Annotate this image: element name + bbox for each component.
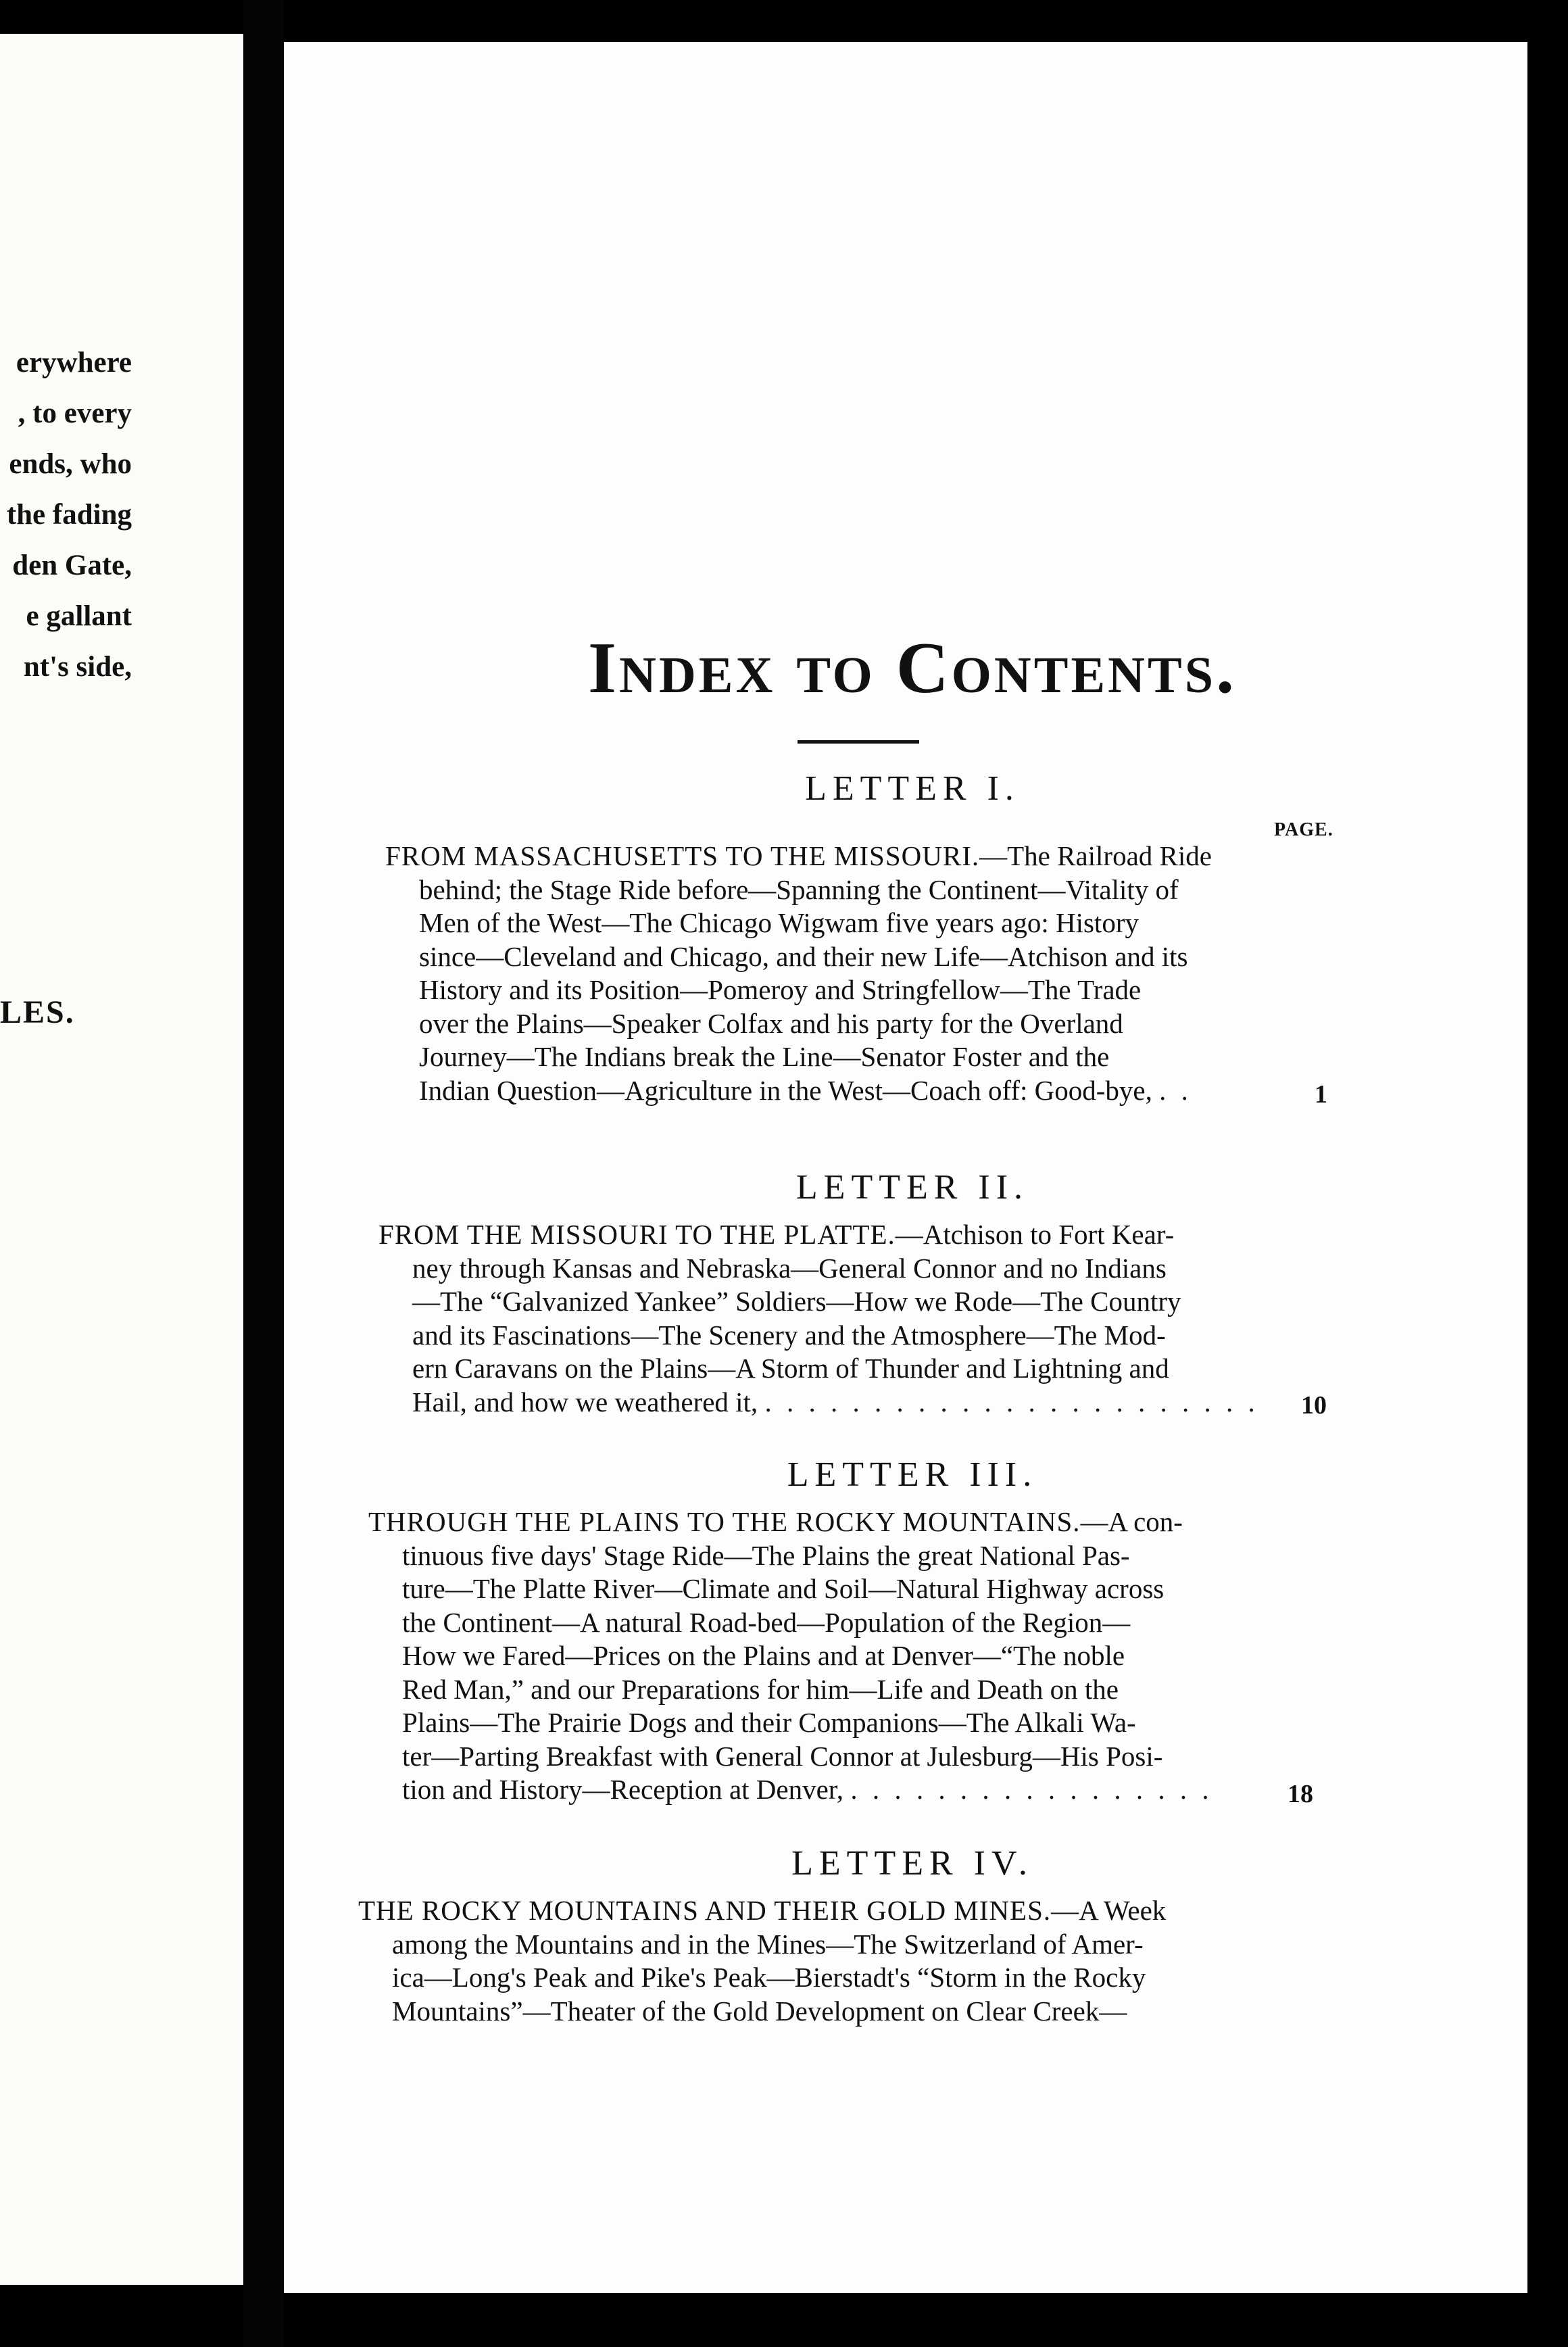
entry-line: Journey—The Indians break the Line—Senator Foster and the (419, 1041, 1110, 1072)
entry-line: Red Man,” and our Preparations for him—Life and Death on the (402, 1673, 1119, 1705)
entry-line: the Continent—A natural Road-bed—Population of the Region— (402, 1606, 1131, 1638)
entry-heading: FROM MASSACHUSETTS TO THE MISSOURI. (385, 840, 980, 871)
letter-heading: LETTER IV. (791, 1844, 1033, 1883)
entry-line: —A Week (1051, 1895, 1167, 1926)
page-number: 10 (1301, 1391, 1327, 1420)
entry-line: ney through Kansas and Nebraska—General Connor and no Indians (412, 1252, 1167, 1284)
contents-entry (385, 840, 1212, 1107)
left-text-fragment: e gallant (26, 600, 132, 632)
book-gutter (243, 0, 284, 2347)
letter-heading: LETTER III. (787, 1455, 1038, 1494)
entry-line: among the Mountains and in the Mines—The Switzerland of Amer- (392, 1928, 1144, 1960)
contents-entry (378, 1218, 1259, 1419)
left-text-fragment: den Gate, (12, 550, 132, 581)
entry-line: and its Fascinations—The Scenery and the Atmosphere—The Mod- (412, 1319, 1166, 1351)
dot-leader: . . . . . . . . . . . . . . . . . . . . . . . (764, 1386, 1259, 1418)
entry-heading: FROM THE MISSOURI TO THE PLATTE. (378, 1219, 896, 1250)
entry-line: ture—The Platte River—Climate and Soil—Natural Highway across (402, 1573, 1165, 1604)
left-text-fragment: , to every (18, 397, 132, 429)
page-number: 1 (1315, 1080, 1327, 1109)
left-heading-fragment: LES. (0, 994, 75, 1030)
left-text-fragment: the fading (6, 499, 132, 531)
contents-page (284, 42, 1527, 2293)
contents-entry (358, 1894, 1166, 2028)
entry-line: ern Caravans on the Plains—A Storm of Thunder and Lightning and (412, 1353, 1169, 1384)
page-number: 18 (1288, 1780, 1313, 1808)
letter-heading: LETTER I. (805, 769, 1020, 808)
entry-heading: THROUGH THE PLAINS TO THE ROCKY MOUNTAINS. (368, 1506, 1081, 1537)
entry-line: History and its Position—Pomeroy and Stringfellow—The Trade (419, 974, 1142, 1005)
letter-heading: LETTER II. (795, 1168, 1029, 1207)
entry-line: —Atchison to Fort Kear- (895, 1219, 1175, 1250)
entry-line: —The “Galvanized Yankee” Soldiers—How we Rode—The Country (412, 1286, 1181, 1317)
entry-line: Plains—The Prairie Dogs and their Companions—The Alkali Wa- (402, 1707, 1136, 1738)
entry-line: behind; the Stage Ride before—Spanning the Continent—Vitality of (419, 873, 1179, 905)
entry-line: ter—Parting Breakfast with General Connor at Julesburg—His Posi- (402, 1740, 1163, 1772)
entry-line: ica—Long's Peak and Pike's Peak—Bierstadt's “Storm in the Rocky (392, 1962, 1146, 1993)
entry-line: tion and History—Reception at Denver, (402, 1774, 844, 1805)
left-text-fragment: nt's side, (23, 651, 132, 683)
dot-leader: . . (1159, 1074, 1192, 1106)
entry-line: —A con- (1080, 1506, 1183, 1537)
entry-line: tinuous five days' Stage Ride—The Plains the great National Pas- (402, 1539, 1130, 1571)
entry-heading: THE ROCKY MOUNTAINS AND THEIR GOLD MINES. (358, 1895, 1052, 1926)
entry-line: —The Railroad Ride (979, 840, 1212, 871)
entry-line: Men of the West—The Chicago Wigwam five years ago: History (419, 907, 1139, 938)
left-text-fragment: ends, who (9, 448, 132, 480)
contents-entry (368, 1505, 1213, 1807)
left-text-fragment: erywhere (16, 347, 132, 379)
entry-line: Indian Question—Agriculture in the West—Coach off: Good-bye, (419, 1074, 1152, 1106)
dot-leader: . . . . . . . . . . . . . . . . . (850, 1774, 1213, 1805)
entry-line: Mountains”—Theater of the Gold Development on Clear Creek— (392, 1995, 1127, 2027)
entry-line: How we Fared—Prices on the Plains and at Denver—“The noble (402, 1640, 1125, 1671)
page-title: Index to Contents. (587, 628, 1238, 708)
page-column-label: PAGE. (1274, 819, 1333, 840)
entry-line: since—Cleveland and Chicago, and their new Life—Atchison and its (419, 940, 1188, 972)
entry-line: over the Plains—Speaker Colfax and his party for the Overland (419, 1007, 1123, 1039)
entry-line: Hail, and how we weathered it, (412, 1386, 758, 1418)
left-facing-page (0, 34, 243, 2285)
title-rule (798, 740, 919, 744)
